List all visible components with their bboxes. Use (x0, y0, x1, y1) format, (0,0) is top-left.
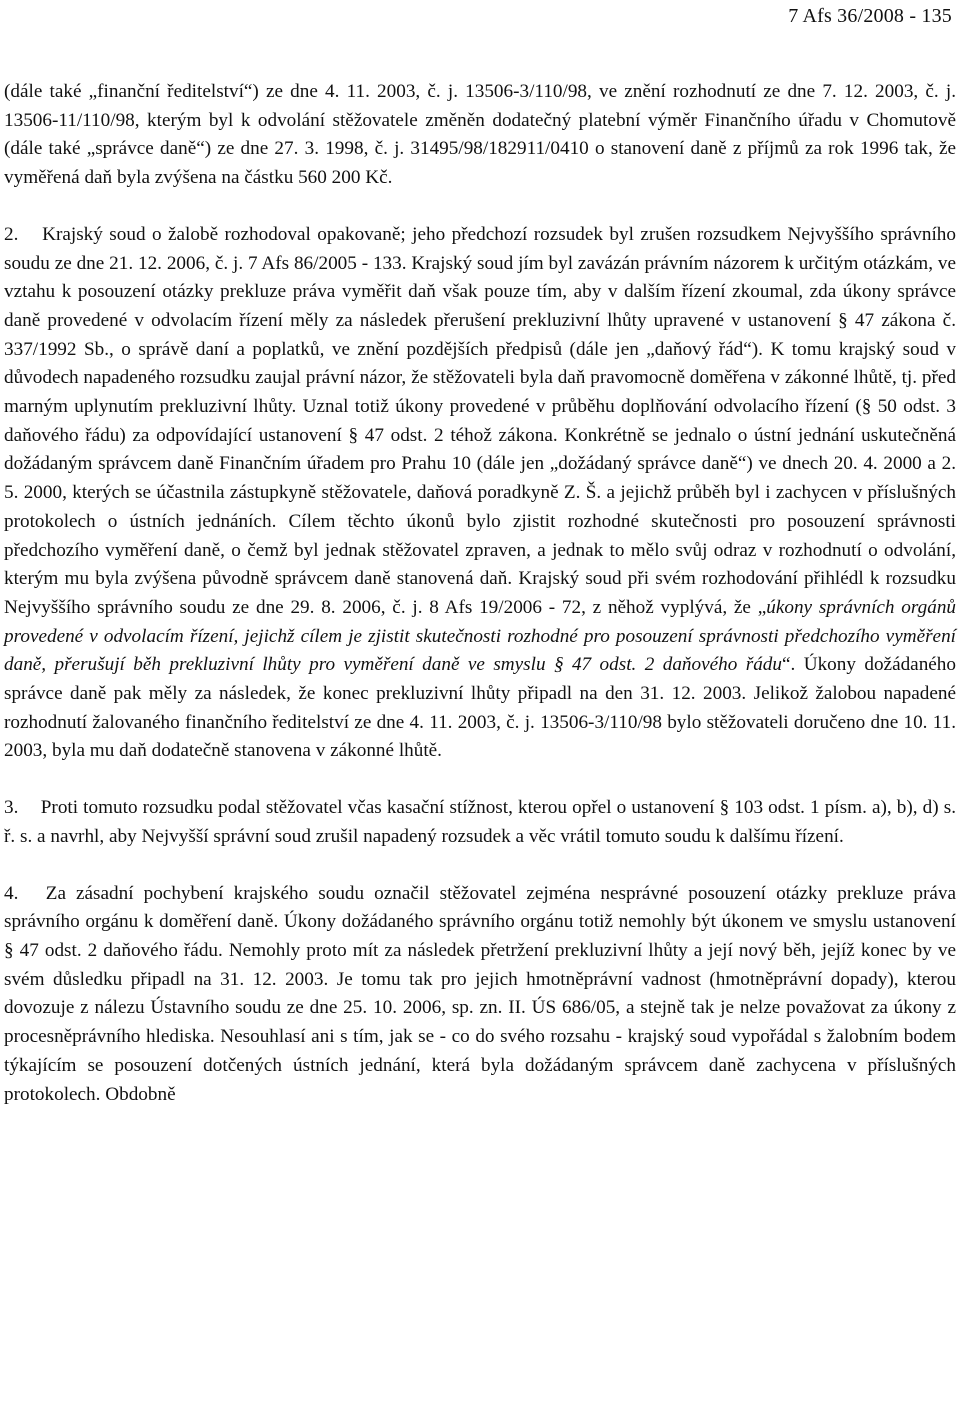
paragraph-text: Krajský soud o žalobě rozhodoval opakovaně; jeho předchozí rozsudek byl zrušen rozsudkem Nejvyššího správního soudu ze dne 21. 12. 2006, č. j. 7 Afs 86/2005 - 133. Krajský soud jím byl zavázán právním názorem k určitým otázkám, ve vztahu k posouzení otázky prekluze práva vyměřit daň však pouze tím, aby v dalším řízení zkoumal, zda úkony správce daně provedené v odvolacím řízení měly za následek přerušení prekluzivní lhůty upravené v ustanovení § 47 zákona č. 337/1992 Sb., o správě daní a poplatků, ve znění pozdějších předpisů (dále jen „daňový řád“). K tomu krajský soud v důvodech napadeného rozsudku zaujal právní názor, že stěžovateli byla daň pravomocně doměřena v zákonné lhůtě, tj. před marným uplynutím prekluzivní lhůty. Uznal totiž úkony provedené v průběhu doplňování odvolacího řízení (§ 50 odst. 3 daňového řádu) za odpovídající ustanovení § 47 odst. 2 téhož zákona. Konkrétně se jednalo o ústní jednání uskutečněná dožádaným správcem daně Finančním úřadem pro Prahu 10 (dále jen „dožádaný správce daně“) ve dnech 20. 4. 2000 a 2. 5. 2000, kterých se účastnila zástupkyně stěžovatele, daňová poradkyně Z. Š. a jejichž průběh byl i zachycen v příslušných protokolech o ústních jednáních. Cílem těchto úkonů bylo zjistit rozhodné skutečnosti pro posouzení správnosti předchozího vyměření daně, o čemž byl jednak stěžovatel zpraven, a jednak to mělo svůj odraz v rozhodnutí o odvolání, kterým mu byla zvýšena původně správcem daně stanovená daň. Krajský soud při svém rozhodování přihlédl k rozsudku Nejvyššího správního soudu ze dne 29. 8. 2006, č. j. 8 Afs 19/2006 - 72, z něhož vyplývá, že „ (4, 223, 956, 618)
paragraph-3 (4, 794, 956, 851)
paragraph-text: Za zásadní pochybení krajského soudu označil stěžovatel zejména nesprávné posouzení otázky prekluze práva správního orgánu k doměření daně. Úkony dožádaného správního orgánu totiž nemohly být úkonem ve smyslu ustanovení § 47 odst. 2 daňového řádu. Nemohly proto mít za následek přetržení prekluzivní lhůty a její nový běh, jejíž konec by ve svém důsledku připadl na 31. 12. 2003. Je tomu tak pro jejich hmotněprávní vadnost (hmotněprávní dopady), kterou dovozuje z nálezu Ústavního soudu ze dne 25. 10. 2006, sp. zn. II. ÚS 686/05, a stejně tak je nelze považovat za úkony z procesněprávního hlediska. Nesouhlasí ani s tím, jak se - co do svého rozsahu - krajský soud vypořádal s žalobním bodem týkajícím se posouzení dotčených ústních jednání, která byla dožádaným správcem daně zachycena v příslušných protokolech. Obdobně (4, 882, 956, 1105)
paragraph-number: 4. (4, 882, 19, 904)
paragraph-1-continued (4, 78, 956, 193)
document-body (4, 78, 956, 1109)
paragraph-text: (dále také „finanční ředitelství“) ze dne 4. 11. 2003, č. j. 13506-3/110/98, ve znění rozhodnutí ze dne 7. 12. 2003, č. j. 13506-11/110/98, kterým byl k odvolání stěžovatele změněn dodatečný platební výměr Finančního úřadu v Chomutově (dále také „správce daně“) ze dne 27. 3. 1998, č. j. 31495/98/182911/0410 o stanovení daně z příjmů za rok 1996 tak, že vyměřená daň byla zvýšena na částku 560 200 Kč. (4, 81, 956, 189)
case-reference-header: 7 Afs 36/2008 - 135 (788, 5, 952, 27)
quoted-case-law: úkony správních orgánů provedené v odvolacím řízení, jejichž cílem je zjistit skutečnosti rozhodné pro posouzení správnosti předchozího vyměření daně, přerušují běh prekluzivní lhůty pro vyměření daně ve smyslu § 47 odst. 2 daňového řádu (4, 596, 957, 676)
paragraph-text: “. Úkony dožádaného správce daně pak měly za následek, že konec prekluzivní lhůty připadl na den 31. 12. 2003. Jelikož žalobou napadené rozhodnutí žalovaného finančního ředitelství ze dne 4. 11. 2003, č. j. 13506-3/110/98 bylo stěžovateli doručeno dne 10. 11. 2003, byla mu daň dodatečně stanovena v zákonné lhůtě. (4, 654, 956, 762)
paragraph-text: Proti tomuto rozsudku podal stěžovatel včas kasační stížnost, kterou opřel o ustanovení § 103 odst. 1 písm. a), b), d) s. ř. s. a navrhl, aby Nejvyšší správní soud zrušil napadený rozsudek a věc vrátil tomuto soudu k dalšímu řízení. (4, 797, 957, 847)
paragraph-number: 3. (4, 797, 19, 819)
paragraph-2 (4, 221, 956, 766)
paragraph-4 (4, 880, 956, 1110)
paragraph-number: 2. (4, 223, 19, 245)
